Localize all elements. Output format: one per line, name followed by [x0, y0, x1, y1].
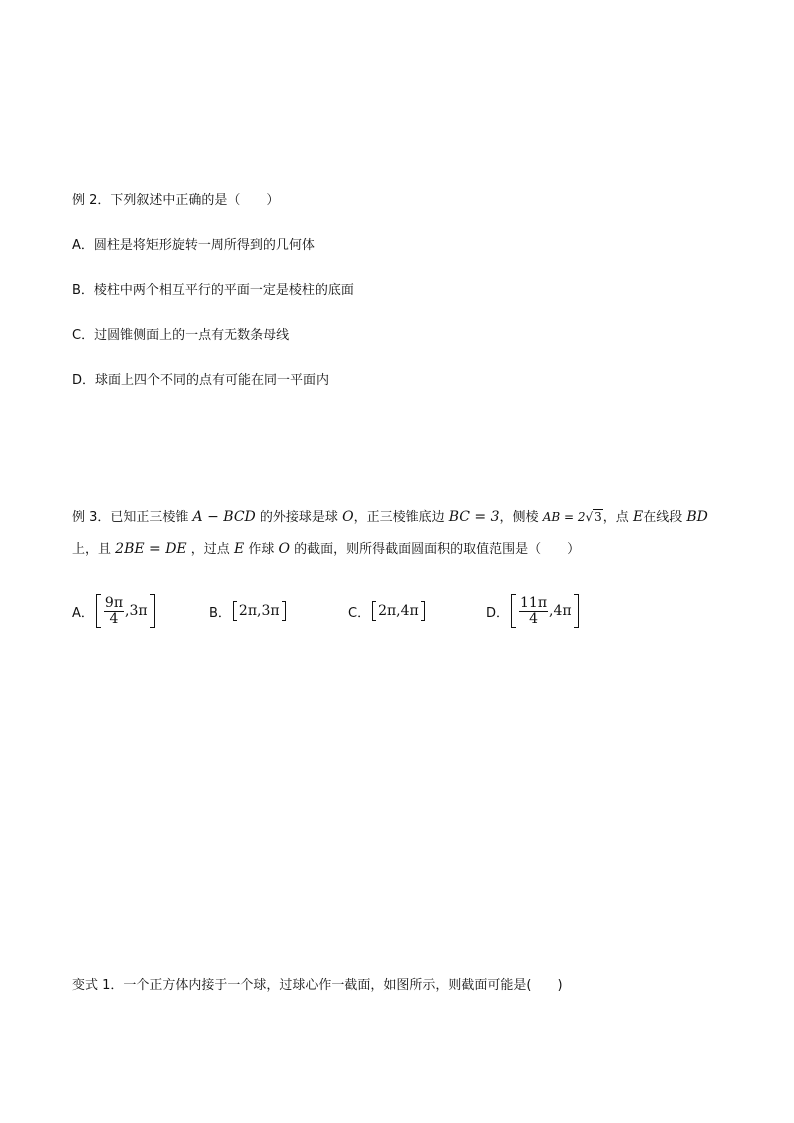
interval-value: 2π,3π	[238, 603, 280, 619]
point-e: E	[632, 509, 644, 525]
sqrt-sign: √	[585, 510, 594, 524]
numerator: 9π	[104, 594, 124, 611]
base-edge-eq: BC = 3	[448, 509, 500, 525]
text: ，正三棱锥底边	[353, 510, 445, 525]
option-label: D．	[486, 605, 510, 621]
option-label: C．	[348, 605, 371, 621]
text: 的外接球是球	[259, 510, 338, 525]
example-2-option-b: B．棱柱中两个相互平行的平面一定是棱柱的底面	[72, 283, 354, 298]
text: 作球	[248, 542, 275, 557]
right-bracket	[421, 601, 425, 621]
fraction	[104, 596, 124, 627]
example-2-stem: 例 2．下列叙述中正确的是（ ）	[72, 193, 280, 208]
numerator: 11π	[520, 594, 548, 611]
interval	[372, 601, 425, 621]
interval-value: 2π,4π	[378, 603, 419, 619]
left-bracket	[96, 594, 101, 628]
denominator: 4	[529, 610, 538, 627]
left-bracket	[511, 594, 516, 628]
example-3-option-d	[486, 593, 579, 629]
interval	[96, 594, 155, 628]
example-2-option-a: A．圆柱是将矩形旋转一周所得到的几何体	[72, 238, 315, 253]
lateral-edge-eq: AB = 2	[542, 510, 586, 524]
text: 例 3．已知正三棱锥	[72, 510, 189, 525]
text: ，侧棱	[499, 510, 539, 525]
tetrahedron-name: A − BCD	[192, 509, 256, 525]
fraction	[519, 596, 548, 627]
example-3-option-b	[209, 593, 286, 629]
point-e: E	[233, 541, 245, 557]
text: 上，且	[72, 542, 112, 557]
interval	[511, 594, 579, 628]
example-3-stem-line2	[72, 539, 580, 560]
variant-1-stem: 变式 1．一个正方体内接于一个球，过球心作一截面，如图所示，则截面可能是( )	[72, 978, 563, 993]
left-bracket	[372, 601, 376, 621]
denominator: 4	[109, 610, 119, 627]
right-bracket	[574, 594, 579, 628]
left-bracket	[233, 601, 237, 621]
text: ，点	[602, 510, 629, 525]
sphere-label: O	[278, 541, 290, 557]
segment-bd: BD	[686, 509, 708, 525]
text: 的截面，则所得截面圆面积的取值范围是（ ）	[294, 542, 581, 557]
ratio-eq: 2BE = DE	[115, 541, 187, 557]
text: 在线段	[643, 510, 683, 525]
example-3-stem-line1	[72, 507, 708, 528]
example-3-option-c	[348, 593, 425, 629]
interval-rest: ,3π	[125, 603, 148, 619]
example-2-option-d: D．球面上四个不同的点有可能在同一平面内	[72, 373, 330, 388]
interval	[233, 601, 286, 621]
option-label: B．	[209, 605, 231, 621]
example-3-option-a	[72, 593, 155, 629]
interval-rest: ,4π	[549, 603, 572, 619]
sqrt-radicand: 3	[594, 510, 602, 524]
text: ，过点	[190, 542, 230, 557]
right-bracket	[150, 594, 155, 628]
option-label: A．	[72, 605, 94, 621]
example-2-option-c: C．过圆锥侧面上的一点有无数条母线	[72, 328, 290, 343]
right-bracket	[282, 601, 286, 621]
sphere-label: O	[342, 509, 354, 525]
